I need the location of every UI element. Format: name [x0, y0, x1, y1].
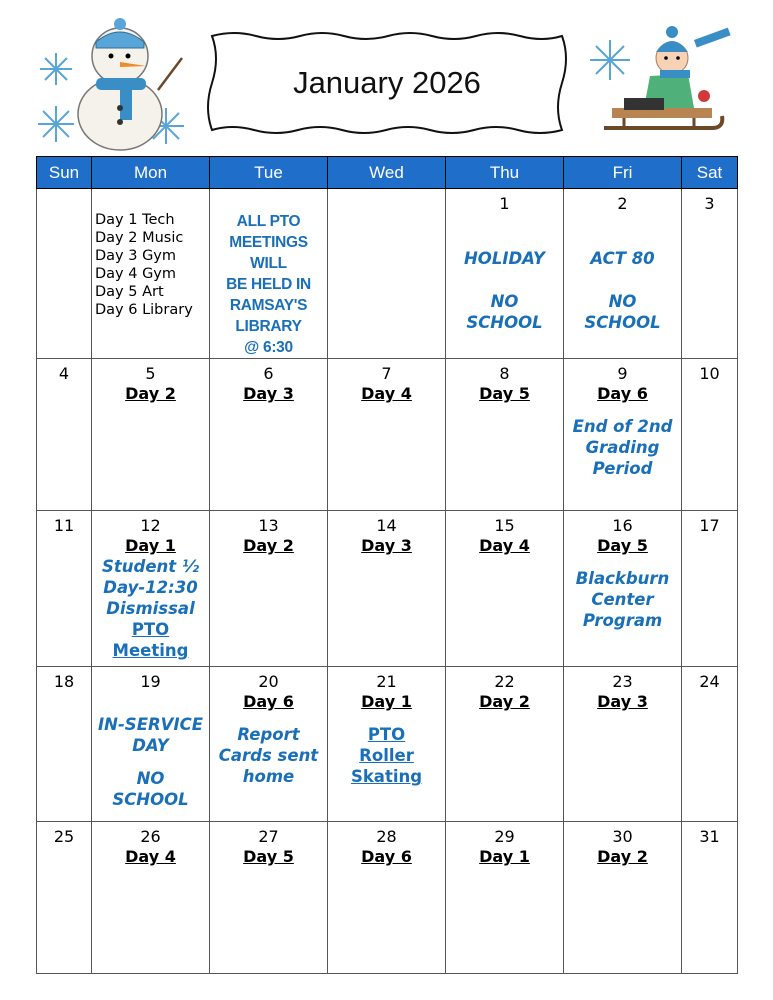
date-number: 8	[499, 364, 510, 383]
rotation-day: Day 4	[125, 847, 176, 866]
event-note: SCHOOL	[466, 313, 543, 332]
date-number: 15	[494, 516, 515, 535]
page-title: January 2026	[293, 65, 481, 100]
pto-notice-line: ALL PTO	[236, 213, 301, 230]
date-number: 3	[704, 194, 715, 213]
rotation-day: Day 3	[243, 384, 294, 403]
weekday-header-row	[37, 157, 738, 189]
event-note: Day-12:30	[103, 578, 198, 597]
date-number: 23	[612, 672, 633, 691]
sled-kid-icon	[584, 16, 740, 150]
day-cell-jan-9	[564, 359, 682, 511]
rotation-day: Day 4	[361, 384, 412, 403]
day-cell-jan-17	[682, 511, 738, 667]
day-cell-jan-14	[328, 511, 446, 667]
day-cell-empty	[37, 189, 92, 359]
rotation-day: Day 6	[243, 692, 294, 711]
day-cell-jan-21	[328, 667, 446, 822]
rotation-day: Day 3	[361, 536, 412, 555]
day-cell-jan-30	[564, 822, 682, 974]
date-number: 10	[699, 364, 720, 383]
day-cell-jan-20	[210, 667, 328, 822]
pto-notice-line: MEETINGS WILL	[229, 234, 308, 272]
day-cell-jan-24	[682, 667, 738, 822]
rotation-day: Day 1	[361, 692, 412, 711]
date-number: 5	[145, 364, 156, 383]
event-note: NO	[490, 292, 519, 311]
date-number: 28	[376, 827, 397, 846]
day-cell-jan-27	[210, 822, 328, 974]
event-note: Dismissal	[106, 599, 195, 618]
date-number: 11	[53, 516, 75, 535]
event-note: PTO	[367, 725, 406, 744]
day-cell-jan-26	[92, 822, 210, 974]
day-cell-empty	[328, 189, 446, 359]
event-note: PTO	[131, 620, 170, 639]
date-number: 7	[381, 364, 392, 383]
event-note: End of 2nd	[572, 417, 673, 436]
pto-notice	[210, 189, 328, 359]
rotation-day: Day 5	[479, 384, 530, 403]
legend-item: Day 1 Tech	[95, 212, 175, 228]
date-number: 17	[699, 516, 720, 535]
week-row	[37, 822, 738, 974]
day-cell-jan-3	[682, 189, 738, 359]
event-note: home	[242, 767, 295, 786]
date-number: 27	[258, 827, 279, 846]
pto-notice-line: RAMSAY'S	[229, 297, 308, 314]
event-note: DAY	[132, 736, 169, 755]
day-cell-jan-29	[446, 822, 564, 974]
day-cell-jan-2	[564, 189, 682, 359]
date-number: 4	[58, 364, 70, 383]
date-number: 22	[494, 672, 515, 691]
legend-item: Day 4 Gym	[95, 266, 177, 282]
event-note: Report	[237, 725, 300, 744]
legend-item: Day 5 Art	[95, 284, 164, 300]
date-number: 25	[53, 827, 75, 846]
day-cell-jan-19	[92, 667, 210, 822]
date-number: 21	[376, 672, 397, 691]
day-cell-jan-10	[682, 359, 738, 511]
day-cell-jan-6	[210, 359, 328, 511]
day-cell-jan-12	[92, 511, 210, 667]
event-note: SCHOOL	[112, 790, 189, 809]
snowman-icon	[34, 14, 194, 154]
date-number: 26	[140, 827, 161, 846]
legend-item: Day 2 Music	[95, 230, 184, 246]
week-row	[37, 359, 738, 511]
rotation-day: Day 1	[479, 847, 530, 866]
day-cell-jan-11	[37, 511, 92, 667]
date-number: 18	[53, 672, 75, 691]
date-number: 6	[263, 364, 274, 383]
day-cell-jan-5	[92, 359, 210, 511]
rotation-day: Day 5	[243, 847, 294, 866]
week-row	[37, 189, 738, 359]
event-note: Cards sent	[218, 746, 319, 765]
date-number: 29	[494, 827, 515, 846]
rotation-day: Day 2	[243, 536, 294, 555]
day-cell-jan-23	[564, 667, 682, 822]
rotation-day: Day 2	[479, 692, 530, 711]
legend-item: Day 6 Library	[95, 302, 193, 318]
rotation-day: Day 4	[479, 536, 530, 555]
weekday-sat: Sat	[682, 157, 738, 189]
event-note: Skating	[350, 767, 423, 786]
event-note: HOLIDAY	[463, 249, 545, 268]
date-number: 2	[617, 194, 628, 213]
event-note: NO	[608, 292, 637, 311]
rotation-day: Day 6	[361, 847, 412, 866]
rotation-day: Day 5	[597, 536, 648, 555]
day-cell-jan-16	[564, 511, 682, 667]
day-cell-jan-25	[37, 822, 92, 974]
date-number: 16	[612, 516, 633, 535]
date-number: 9	[617, 364, 628, 383]
day-cell-jan-15	[446, 511, 564, 667]
date-number: 20	[258, 672, 279, 691]
day-cell-jan-4	[37, 359, 92, 511]
date-number: 24	[699, 672, 720, 691]
pto-notice-line: @ 6:30	[244, 339, 293, 356]
day-cell-jan-28	[328, 822, 446, 974]
rotation-day: Day 1	[125, 536, 176, 555]
event-note: Program	[582, 611, 663, 630]
weekday-fri: Fri	[564, 157, 682, 189]
rotation-day: Day 2	[597, 847, 648, 866]
day-cell-jan-18	[37, 667, 92, 822]
day-cell-jan-8	[446, 359, 564, 511]
rotation-legend	[92, 189, 210, 359]
event-note: NO	[136, 769, 165, 788]
weekday-tue: Tue	[210, 157, 328, 189]
event-note: Period	[592, 459, 653, 478]
date-number: 13	[258, 516, 279, 535]
weekday-sun: Sun	[37, 157, 92, 189]
date-number: 19	[140, 672, 161, 691]
event-note: Roller	[359, 746, 414, 765]
event-note: IN-SERVICE	[98, 715, 203, 734]
date-number: 12	[140, 516, 161, 535]
day-cell-jan-22	[446, 667, 564, 822]
date-number: 31	[699, 827, 720, 846]
rotation-day: Day 6	[597, 384, 648, 403]
rotation-day: Day 2	[125, 384, 176, 403]
week-row	[37, 667, 738, 822]
pto-notice-line: BE HELD IN	[226, 276, 311, 293]
date-number: 1	[499, 194, 510, 213]
week-row	[37, 511, 738, 667]
rotation-day: Day 3	[597, 692, 648, 711]
title-frame	[204, 30, 570, 136]
weekday-wed: Wed	[328, 157, 446, 189]
weekday-mon: Mon	[92, 157, 210, 189]
day-cell-jan-1	[446, 189, 564, 359]
snowflake-icon	[590, 40, 630, 80]
calendar-grid	[36, 156, 738, 974]
event-note: Blackburn	[575, 569, 670, 588]
event-note: Center	[591, 590, 654, 609]
event-note: SCHOOL	[584, 313, 661, 332]
day-cell-jan-7	[328, 359, 446, 511]
legend-item: Day 3 Gym	[95, 248, 177, 264]
weekday-thu: Thu	[446, 157, 564, 189]
event-note: ACT 80	[590, 249, 655, 268]
day-cell-jan-31	[682, 822, 738, 974]
date-number: 14	[376, 516, 397, 535]
event-note: Student ½	[102, 557, 199, 576]
date-number: 30	[612, 827, 633, 846]
event-note: Meeting	[112, 641, 189, 660]
day-cell-jan-13	[210, 511, 328, 667]
event-note: Grading	[585, 438, 660, 457]
pto-notice-line: LIBRARY	[235, 318, 302, 335]
